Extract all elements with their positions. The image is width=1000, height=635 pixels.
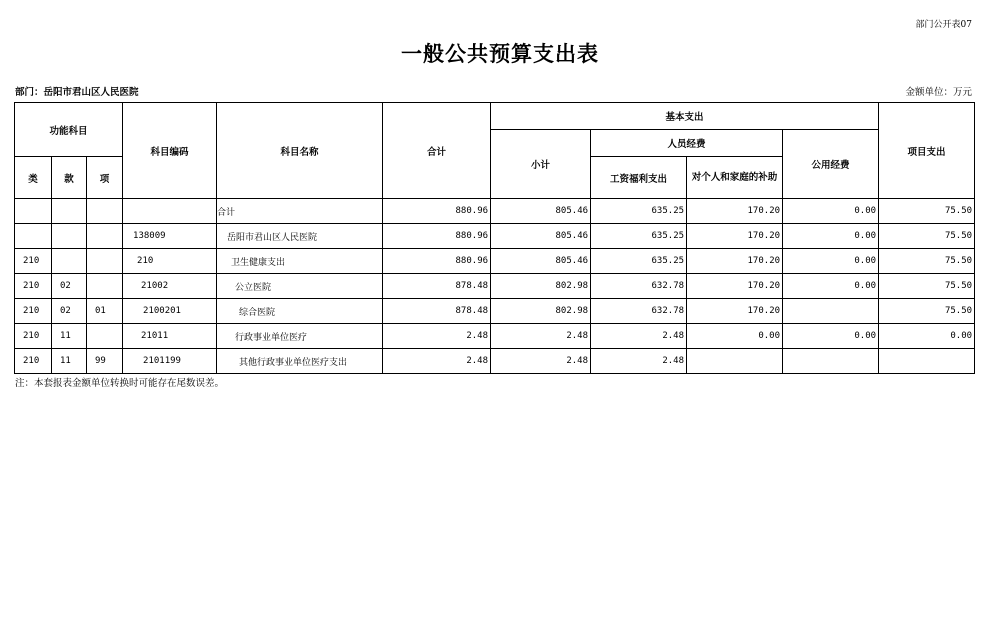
header-wages-welfare: 工资福利支出 (591, 157, 687, 199)
cell-subject-code: 21011 (123, 324, 217, 349)
header-item: 项 (87, 157, 123, 199)
cell-subsidies: 170.20 (687, 274, 783, 299)
budget-table (14, 102, 975, 374)
table-row (15, 299, 975, 324)
cell-subject-code: 21002 (123, 274, 217, 299)
cell-subtotal: 805.46 (491, 199, 591, 224)
cell-item (87, 224, 123, 249)
cell-subsidies (687, 349, 783, 374)
cell-section: 02 (52, 274, 87, 299)
cell-project-expenditure: 75.50 (879, 299, 975, 324)
cell-category (15, 224, 52, 249)
cell-project-expenditure: 75.50 (879, 199, 975, 224)
header-personnel-expense: 人员经费 (591, 130, 783, 157)
header-subject-name: 科目名称 (217, 103, 383, 199)
cell-subtotal: 805.46 (491, 249, 591, 274)
cell-subsidies: 0.00 (687, 324, 783, 349)
cell-public-expense: 0.00 (783, 274, 879, 299)
page-title: 一般公共预算支出表 (401, 41, 599, 66)
cell-subtotal: 2.48 (491, 324, 591, 349)
cell-subsidies: 170.20 (687, 224, 783, 249)
cell-public-expense (783, 349, 879, 374)
table-row (15, 224, 975, 249)
cell-total: 878.48 (383, 274, 491, 299)
header-category: 类 (15, 157, 52, 199)
cell-category: 210 (15, 299, 52, 324)
header-section: 款 (52, 157, 87, 199)
cell-public-expense: 0.00 (783, 224, 879, 249)
cell-subject-name: 公立医院 (217, 274, 383, 299)
header-public-expense: 公用经费 (783, 130, 879, 199)
cell-project-expenditure (879, 349, 975, 374)
cell-category (15, 199, 52, 224)
cell-category: 210 (15, 349, 52, 374)
cell-subtotal: 2.48 (491, 349, 591, 374)
cell-public-expense (783, 299, 879, 324)
cell-public-expense: 0.00 (783, 249, 879, 274)
cell-wages-welfare: 632.78 (591, 299, 687, 324)
department-label: 部门：岳阳市君山区人民医院 (15, 87, 139, 98)
cell-item (87, 249, 123, 274)
cell-wages-welfare: 635.25 (591, 224, 687, 249)
cell-item (87, 274, 123, 299)
cell-wages-welfare: 2.48 (591, 349, 687, 374)
cell-subject-name: 卫生健康支出 (217, 249, 383, 274)
cell-subtotal: 802.98 (491, 299, 591, 324)
cell-total: 2.48 (383, 349, 491, 374)
cell-project-expenditure: 0.00 (879, 324, 975, 349)
unit-label: 金额单位：万元 (905, 87, 972, 98)
cell-subsidies: 170.20 (687, 199, 783, 224)
cell-subsidies: 170.20 (687, 249, 783, 274)
cell-subject-code: 2101199 (123, 349, 217, 374)
cell-wages-welfare: 632.78 (591, 274, 687, 299)
header-total: 合计 (383, 103, 491, 199)
cell-wages-welfare: 635.25 (591, 199, 687, 224)
header-project-expenditure: 项目支出 (879, 103, 975, 199)
table-row (15, 274, 975, 299)
header-subtotal: 小计 (491, 130, 591, 199)
cell-total: 880.96 (383, 224, 491, 249)
cell-item (87, 199, 123, 224)
cell-total: 2.48 (383, 324, 491, 349)
table-row (15, 324, 975, 349)
cell-total: 880.96 (383, 199, 491, 224)
cell-section (52, 199, 87, 224)
table-row (15, 199, 975, 224)
cell-section (52, 224, 87, 249)
cell-subject-name: 其他行政事业单位医疗支出 (217, 349, 383, 374)
footnote: 注：本套报表金额单位转换时可能存在尾数误差。 (15, 378, 225, 389)
cell-category: 210 (15, 324, 52, 349)
cell-project-expenditure: 75.50 (879, 224, 975, 249)
cell-wages-welfare: 2.48 (591, 324, 687, 349)
header-functional-subject: 功能科目 (15, 103, 123, 157)
header-subsidies-individuals: 对个人和家庭的补助 (687, 157, 783, 199)
cell-wages-welfare: 635.25 (591, 249, 687, 274)
cell-section: 11 (52, 324, 87, 349)
cell-subject-code (123, 199, 217, 224)
cell-category: 210 (15, 274, 52, 299)
cell-public-expense: 0.00 (783, 324, 879, 349)
cell-category: 210 (15, 249, 52, 274)
table-row (15, 349, 975, 374)
cell-subject-code: 2100201 (123, 299, 217, 324)
form-code: 部门公开表07 (915, 20, 972, 30)
header-subject-code: 科目编码 (123, 103, 217, 199)
cell-subject-name: 岳阳市君山区人民医院 (217, 224, 383, 249)
cell-item (87, 324, 123, 349)
cell-section (52, 249, 87, 274)
cell-subject-name: 合计 (217, 199, 383, 224)
cell-total: 878.48 (383, 299, 491, 324)
cell-item: 01 (87, 299, 123, 324)
header-basic-expenditure: 基本支出 (491, 103, 879, 130)
cell-item: 99 (87, 349, 123, 374)
cell-subsidies: 170.20 (687, 299, 783, 324)
table-row (15, 249, 975, 274)
cell-total: 880.96 (383, 249, 491, 274)
cell-subtotal: 802.98 (491, 274, 591, 299)
cell-subject-code: 210 (123, 249, 217, 274)
cell-subject-name: 行政事业单位医疗 (217, 324, 383, 349)
cell-project-expenditure: 75.50 (879, 274, 975, 299)
cell-subtotal: 805.46 (491, 224, 591, 249)
cell-subject-code: 138009 (123, 224, 217, 249)
cell-public-expense: 0.00 (783, 199, 879, 224)
cell-project-expenditure: 75.50 (879, 249, 975, 274)
cell-section: 11 (52, 349, 87, 374)
cell-subject-name: 综合医院 (217, 299, 383, 324)
cell-section: 02 (52, 299, 87, 324)
